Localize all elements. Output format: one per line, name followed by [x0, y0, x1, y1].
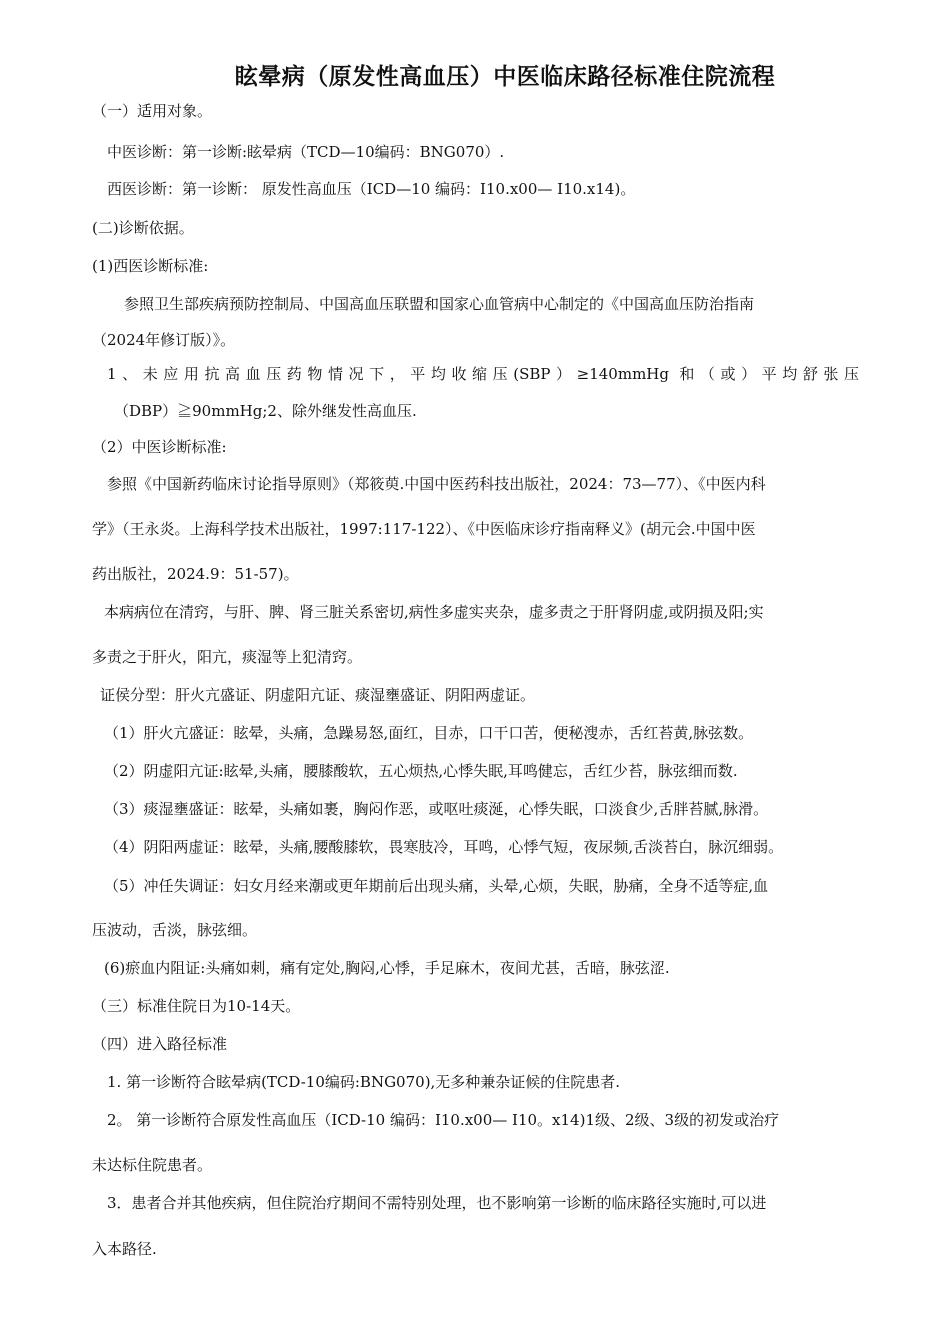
- text-line: (6)瘀血内阻证:头痛如刺，痛有定处,胸闷,心悸，手足麻木，夜间尤甚，舌暗，脉弦涩.: [104, 959, 670, 977]
- text-line: （1）肝火亢盛证：眩晕，头痛，急躁易怒,面红，目赤，口干口苦，便秘溲赤，舌红苔黄,脉弦数。: [104, 724, 754, 742]
- text-line: 学》（王永炎。上海科学技术出版社，1997:117-122）、《中医临床诊疗指南释义》(胡元会.中国中医: [92, 520, 756, 538]
- text-line: （2）阴虚阳亢证:眩晕,头痛，腰膝酸软，五心烦热,心悸失眠,耳鸣健忘，舌红少苔，脉弦细而数.: [104, 762, 738, 780]
- text-line: (二)诊断依据。: [92, 219, 194, 237]
- text-line: 参照《中国新药临床讨论指导原则》（郑筱萸.中国中医药科技出版社，2024：73—77）、《中医内科: [107, 475, 766, 493]
- text-line: 2。 第一诊断符合原发性高血压（ICD-10 编码：I10.x00— I10。x14)1级、2级、3级的初发或治疗: [107, 1111, 780, 1129]
- document-title: 眩晕病（原发性高血压）中医临床路径标准住院流程: [234, 64, 776, 90]
- text-line: 压波动，舌淡，脉弦细。: [92, 921, 258, 939]
- text-line: （DBP）≧90mmHg;2、除外继发性高血压.: [114, 402, 417, 420]
- text-line: 3．患者合并其他疾病，但住院治疗期间不需特别处理，也不影响第一诊断的临床路径实施时,可以进: [107, 1194, 767, 1212]
- text-line: （3）痰湿壅盛证：眩晕，头痛如裹，胸闷作恶，或呕吐痰涎，心悸失眠，口淡食少,舌胖苔腻,脉滑。: [104, 800, 769, 818]
- text-line: （三）标准住院日为10-14天。: [92, 997, 301, 1015]
- text-line: 1. 第一诊断符合眩晕病(TCD-10编码:BNG070),无多种兼杂证候的住院患者.: [107, 1073, 621, 1091]
- text-line: 证侯分型：肝火亢盛证、阴虚阳亢证、痰湿壅盛证、阴阳两虚证。: [100, 686, 536, 704]
- text-line: 药出版社，2024.9：51-57)。: [92, 565, 299, 583]
- text-line: 多责之于肝火，阳亢，痰湿等上犯清窍。: [92, 648, 363, 666]
- text-line: （一）适用对象。: [92, 102, 213, 120]
- text-line: (1)西医诊断标准:: [92, 257, 209, 275]
- text-line: 中医诊断：第一诊断:眩晕病（TCD—10编码：BNG070）.: [107, 143, 505, 161]
- text-line: 西医诊断：第一诊断： 原发性高血压（ICD—10 编码：I10.x00— I10.x14)。: [107, 180, 636, 198]
- text-line: （2024年修订版）》。: [92, 331, 236, 349]
- text-line: （4）阴阳两虚证：眩晕，头痛,腰酸膝软，畏寒肢冷，耳鸣，心悸气短，夜尿频,舌淡苔白，脉沉细弱。: [104, 838, 784, 856]
- text-line: 本病病位在清窍，与肝、脾、肾三脏关系密切,病性多虚实夹杂，虚多责之于肝肾阴虚,或阴损及阳;实: [104, 603, 764, 621]
- text-line: 未达标住院患者。: [92, 1156, 213, 1174]
- text-line: 入本路径.: [92, 1240, 157, 1258]
- text-line: （四）进入路径标准: [92, 1035, 228, 1053]
- text-line: （5）冲任失调证：妇女月经来潮或更年期前后出现头痛，头晕,心烦，失眠，胁痛，全身不适等症,血: [104, 877, 769, 895]
- text-line: （2）中医诊断标准:: [92, 438, 227, 456]
- text-line: 1、未应用抗高血压药物情况下，平均收缩压(SBP）≥140mmHg 和（或）平均舒张压: [107, 365, 859, 383]
- text-line: 参照卫生部疾病预防控制局、中国高血压联盟和国家心血管病中心制定的《中国高血压防治指南: [124, 295, 755, 313]
